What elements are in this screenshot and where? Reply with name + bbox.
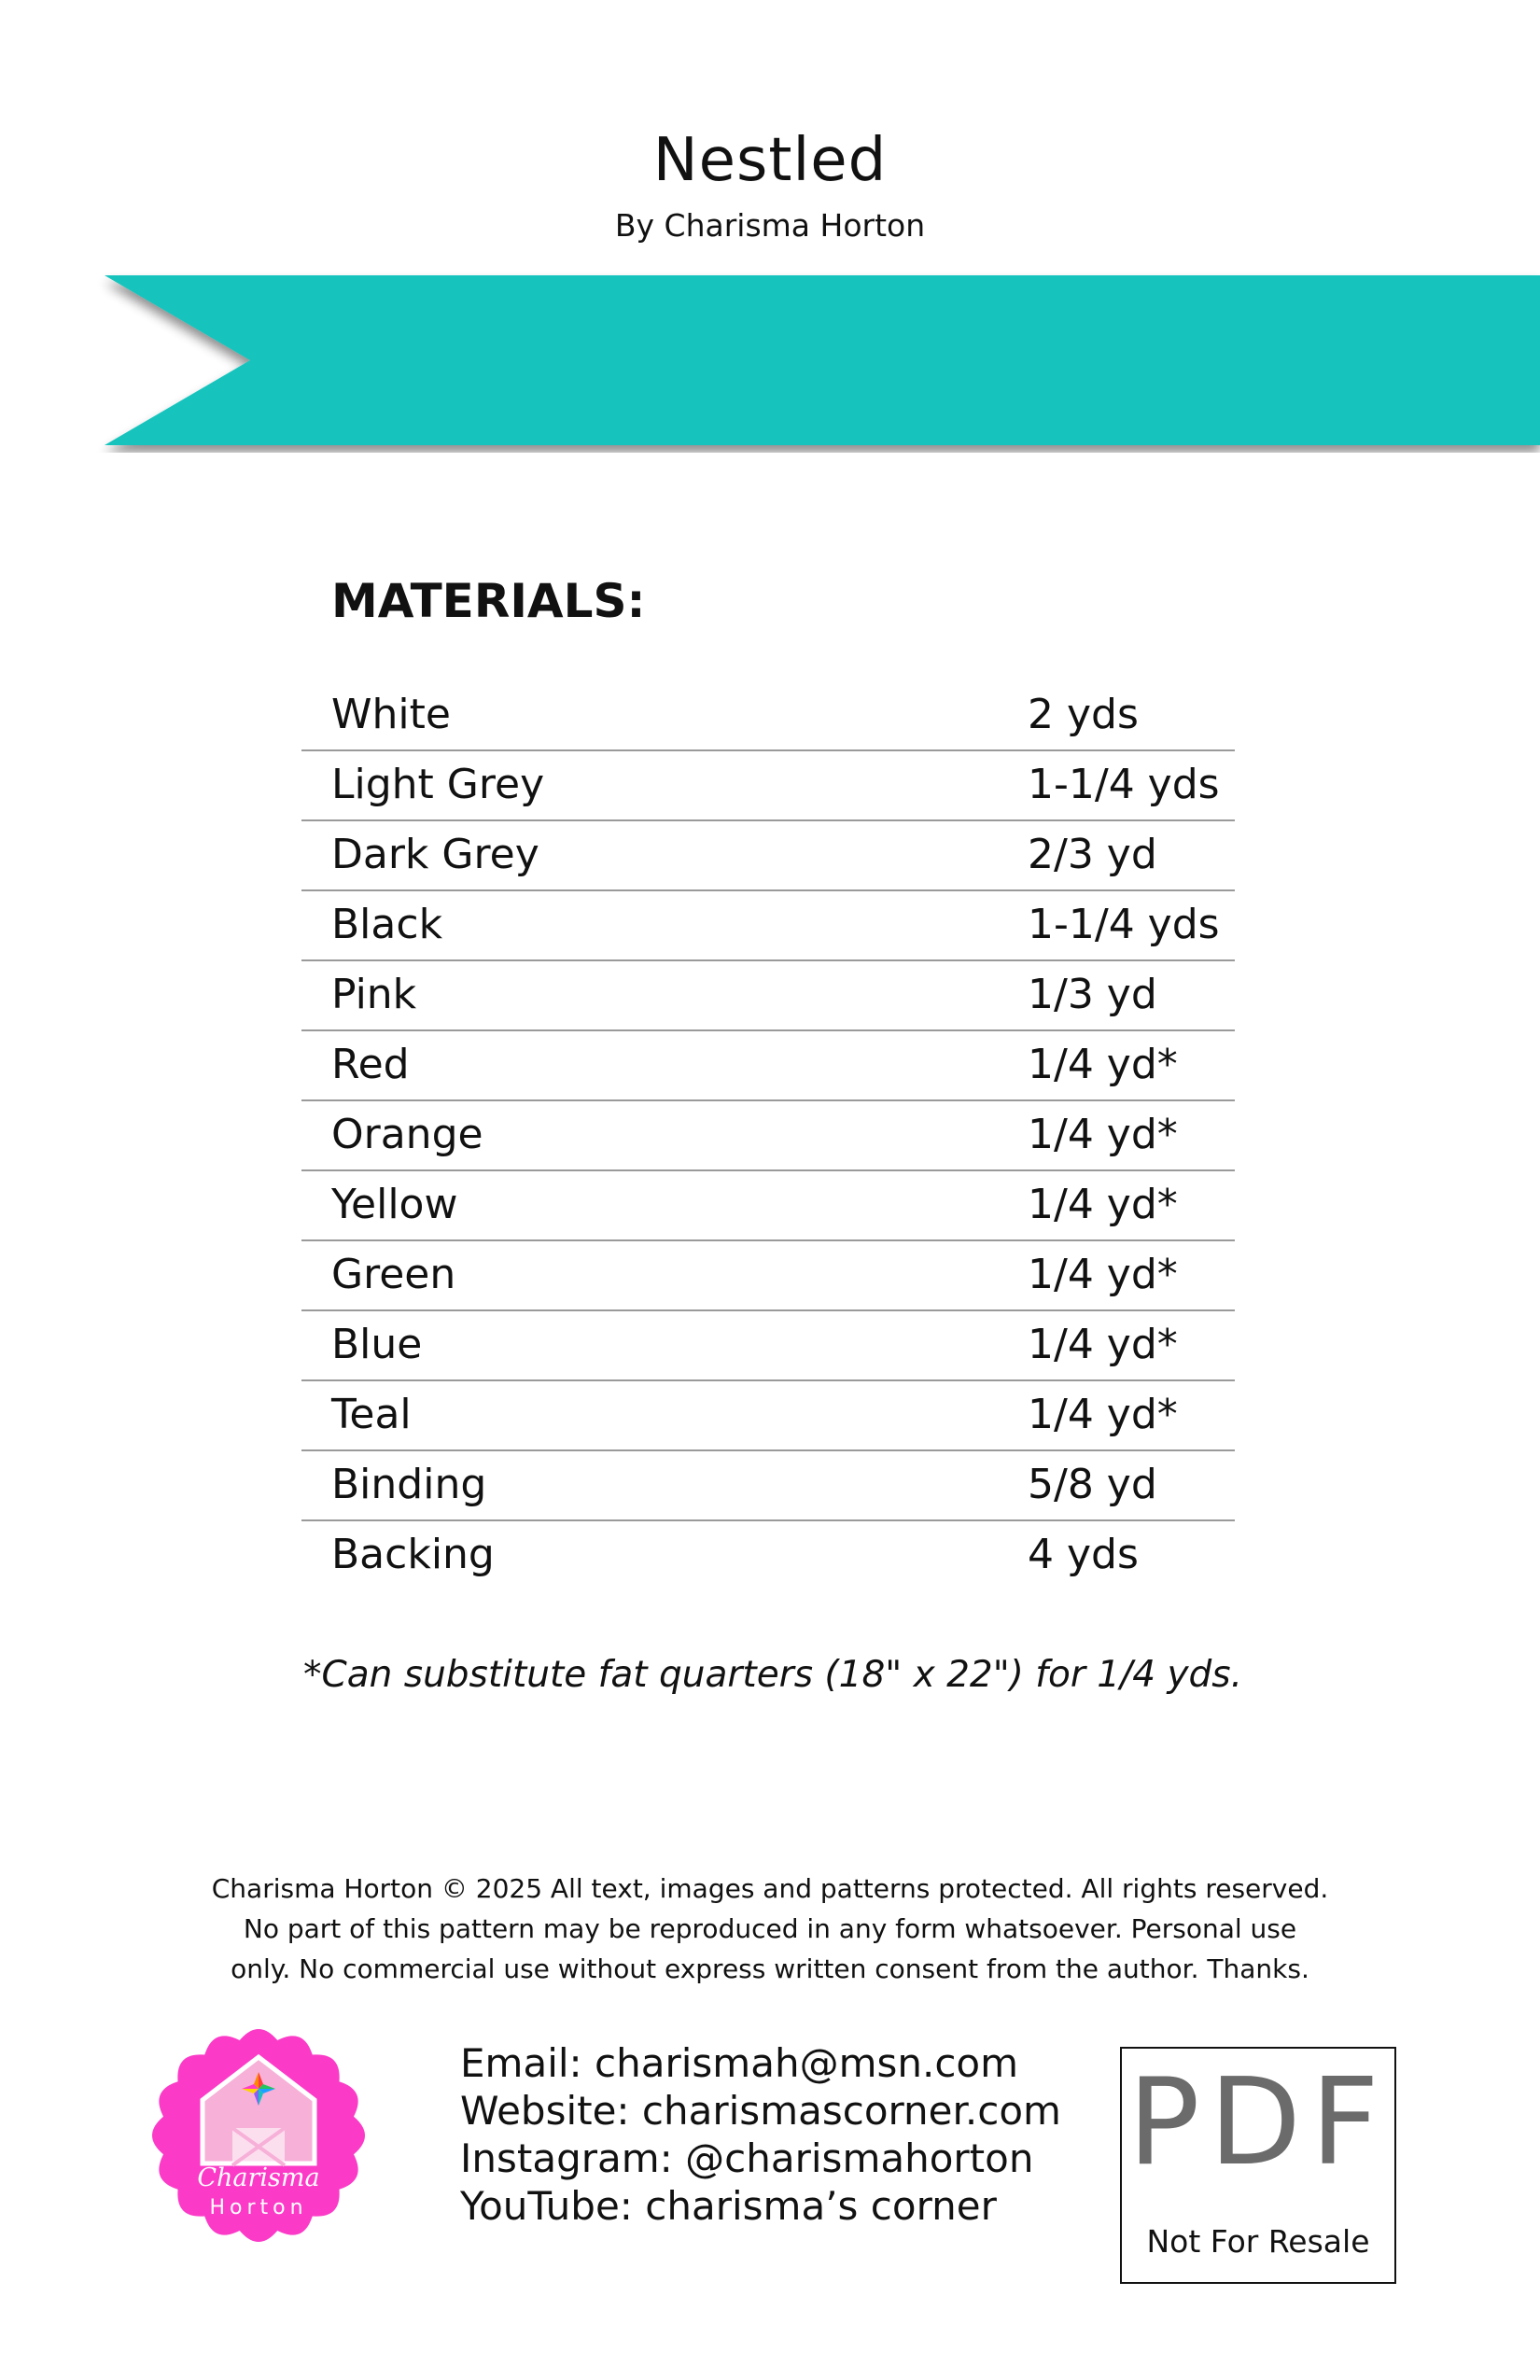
material-name: Dark Grey bbox=[331, 831, 539, 878]
material-quantity: 2/3 yd bbox=[1028, 831, 1157, 878]
table-row bbox=[301, 751, 1235, 821]
material-quantity: 1/4 yd* bbox=[1028, 1251, 1178, 1298]
table-row bbox=[301, 1101, 1235, 1171]
material-name: Light Grey bbox=[331, 761, 545, 808]
material-quantity: 1/4 yd* bbox=[1028, 1111, 1178, 1158]
table-row bbox=[301, 1311, 1235, 1381]
contact-email: Email: charismah@msn.com bbox=[460, 2040, 1019, 2086]
table-row bbox=[301, 891, 1235, 961]
author-byline: By Charisma Horton bbox=[614, 207, 926, 244]
contact-info bbox=[460, 2039, 1061, 2230]
material-name: Teal bbox=[331, 1391, 412, 1438]
table-row bbox=[301, 1381, 1235, 1451]
material-quantity: 1-1/4 yds bbox=[1028, 901, 1220, 948]
table-row bbox=[301, 1241, 1235, 1311]
material-name: Blue bbox=[331, 1321, 423, 1368]
table-row bbox=[301, 1031, 1235, 1101]
material-name: Binding bbox=[331, 1461, 487, 1508]
material-name: Green bbox=[331, 1251, 456, 1298]
teal-banner bbox=[0, 266, 1540, 453]
material-name: Orange bbox=[331, 1111, 483, 1158]
material-quantity: 1/4 yd* bbox=[1028, 1391, 1178, 1438]
material-quantity: 1/3 yd bbox=[1028, 971, 1157, 1018]
copyright-line: only. No commercial use without express written consent from the author. Thanks. bbox=[231, 1953, 1309, 1984]
material-name: White bbox=[331, 691, 451, 738]
material-name: Black bbox=[331, 901, 443, 948]
material-name: Backing bbox=[331, 1531, 495, 1578]
pdf-label: PDF bbox=[1127, 2053, 1389, 2192]
material-quantity: 1-1/4 yds bbox=[1028, 761, 1220, 808]
material-quantity: 1/4 yd* bbox=[1028, 1041, 1178, 1088]
copyright-line: No part of this pattern may be reproduced in any form whatsoever. Personal use bbox=[243, 1913, 1297, 1944]
footnote: *Can substitute fat quarters (18" x 22") for 1/4 yds. bbox=[303, 1654, 1243, 1696]
material-name: Pink bbox=[331, 971, 417, 1018]
contact-website: Website: charismascorner.com bbox=[460, 2088, 1061, 2134]
contact-instagram: Instagram: @charismahorton bbox=[460, 2135, 1034, 2181]
table-row bbox=[301, 1171, 1235, 1241]
material-quantity: 4 yds bbox=[1028, 1531, 1139, 1578]
material-quantity: 1/4 yd* bbox=[1028, 1321, 1178, 1368]
materials-table bbox=[301, 681, 1235, 1589]
pdf-not-for-resale-badge bbox=[1120, 2047, 1396, 2284]
material-name: Red bbox=[331, 1041, 410, 1088]
copyright-notice bbox=[0, 1869, 1540, 1989]
material-quantity: 1/4 yd* bbox=[1028, 1181, 1178, 1228]
page-title: Nestled bbox=[652, 126, 888, 195]
contact-youtube: YouTube: charisma’s corner bbox=[460, 2183, 997, 2229]
logo-text-charisma: Charisma bbox=[197, 2163, 320, 2192]
logo-text-horton: Horton bbox=[209, 2196, 308, 2219]
table-row bbox=[301, 1451, 1235, 1521]
table-row bbox=[301, 961, 1235, 1031]
table-row bbox=[301, 1521, 1235, 1589]
material-quantity: 2 yds bbox=[1028, 691, 1139, 738]
material-quantity: 5/8 yd bbox=[1028, 1461, 1157, 1508]
material-name: Yellow bbox=[331, 1181, 458, 1228]
materials-heading: MATERIALS: bbox=[331, 574, 646, 628]
table-row bbox=[301, 821, 1235, 891]
copyright-line: Charisma Horton © 2025 All text, images and patterns protected. All rights reserved. bbox=[211, 1873, 1329, 1904]
not-for-resale-label: Not For Resale bbox=[1146, 2223, 1370, 2260]
table-row bbox=[301, 681, 1235, 751]
